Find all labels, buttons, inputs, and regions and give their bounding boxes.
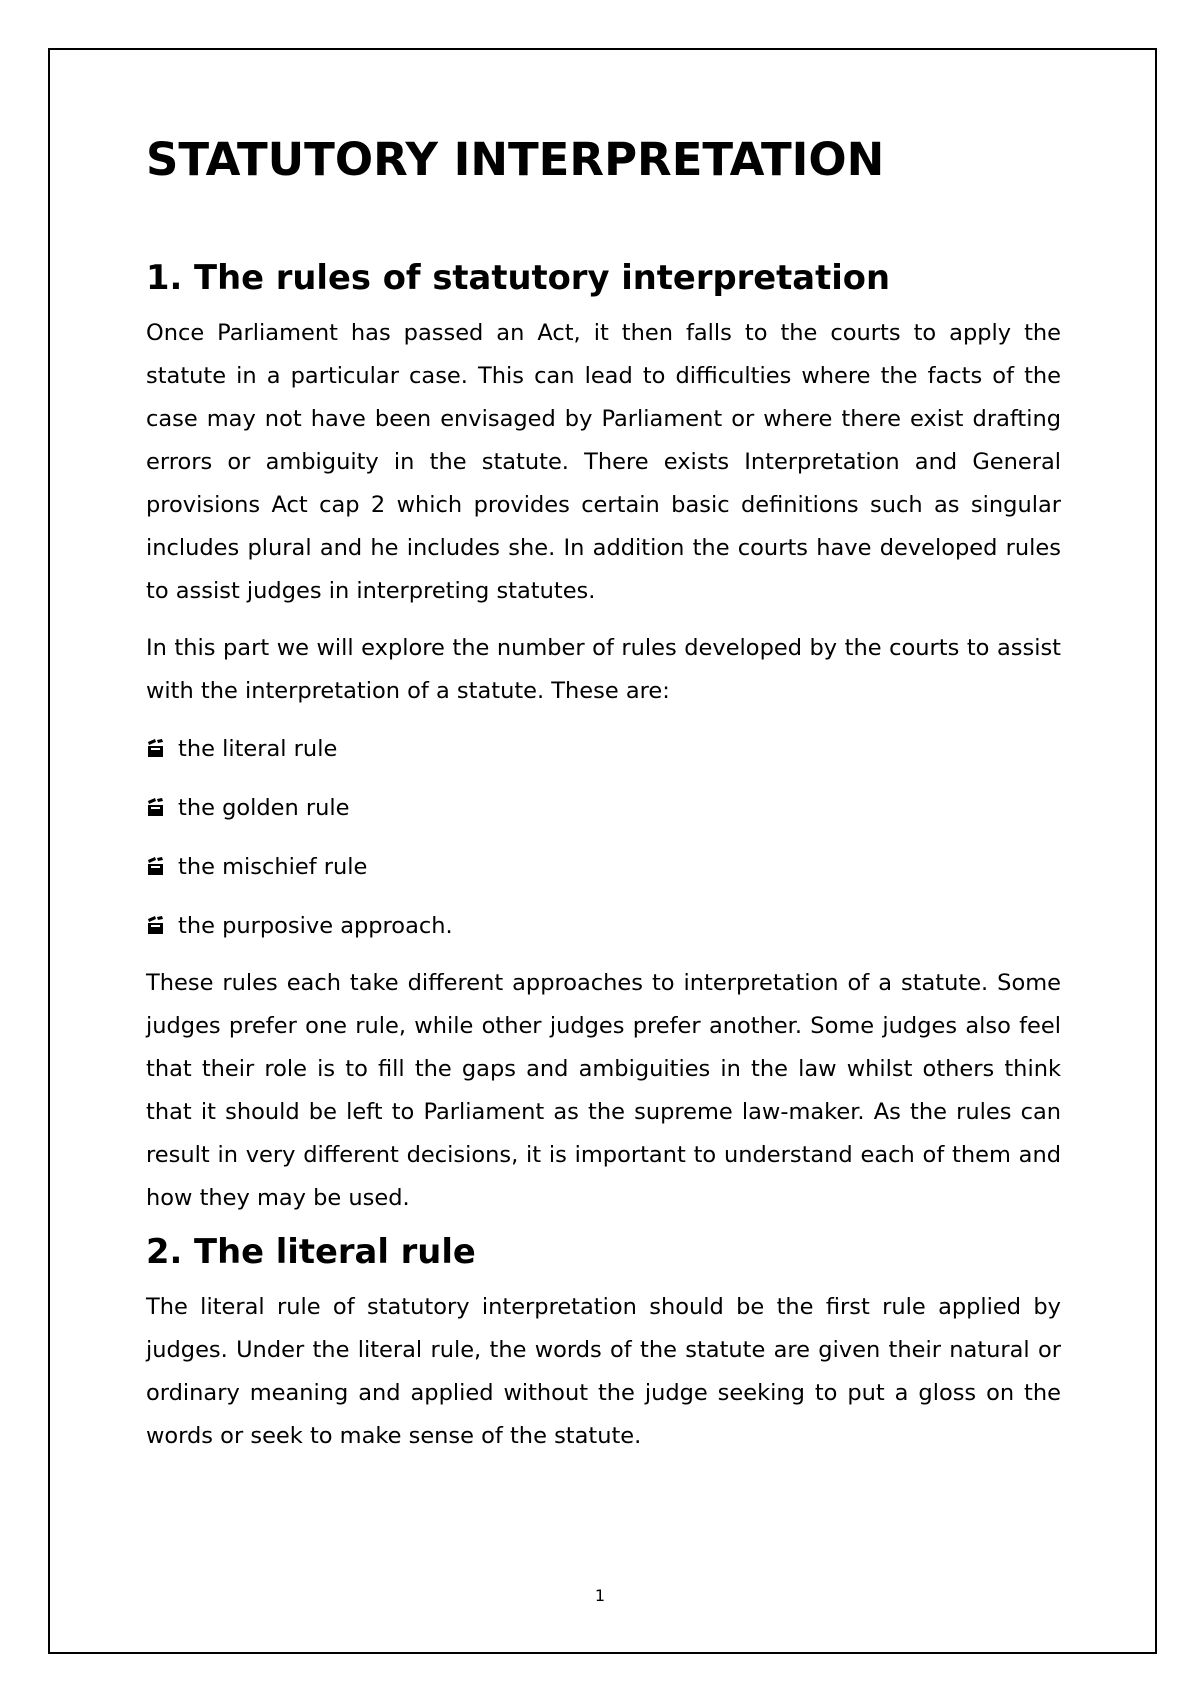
list-item [146,845,1061,889]
rules-list [146,727,1061,948]
paragraph-approaches: These rules each take different approaches to interpretation of a statute. Some judges prefer one rule, while other judges prefer another. Some judges also feel that their role is to fill the gaps and ambiguities in the law whilst others think that it should be left to Parliament as the supreme law-maker. As the rules can result in very different decisions, it is important to understand each of them and how they may be used. [146,970,1061,1211]
rule-label: the mischief rule [178,853,368,880]
paragraph-intro: Once Parliament has passed an Act, it then falls to the courts to apply the statute in a particular case. This can lead to difficulties where the facts of the case may not have been envisaged by Parliament or where there exist drafting errors or ambiguity in the statute. There exists Interpretation and General provisions Act cap 2 which provides certain basic definitions such as singular includes plural and he includes she. In addition the courts have developed rules to assist judges in interpreting statutes. [146,320,1061,604]
paragraph-literal-rule: The literal rule of statutory interpretation should be the first rule applied by judges. Under the literal rule, the words of the statute are given their natural or ordinary meaning and applied without the judge seeking to put a gloss on the words or seek to make sense of the statute. [146,1294,1061,1449]
clapperboard-icon [146,797,166,819]
list-item [146,786,1061,830]
clapperboard-icon [146,915,166,937]
section-heading-rules: 1. The rules of statutory interpretation [146,258,890,297]
list-item [146,727,1061,771]
section-heading-literal-rule: 2. The literal rule [146,1232,476,1271]
page-title: STATUTORY INTERPRETATION [146,133,885,186]
document-body [146,133,1061,1458]
rule-label: the golden rule [178,794,350,821]
page-number: 1 [594,1586,606,1605]
rule-label: the purposive approach. [178,912,453,939]
clapperboard-icon [146,856,166,878]
rule-label: the literal rule [178,735,338,762]
list-item [146,904,1061,948]
paragraph-rules-intro: In this part we will explore the number of rules developed by the courts to assist with the interpretation of a statute. These are: [146,635,1061,704]
clapperboard-icon [146,738,166,760]
